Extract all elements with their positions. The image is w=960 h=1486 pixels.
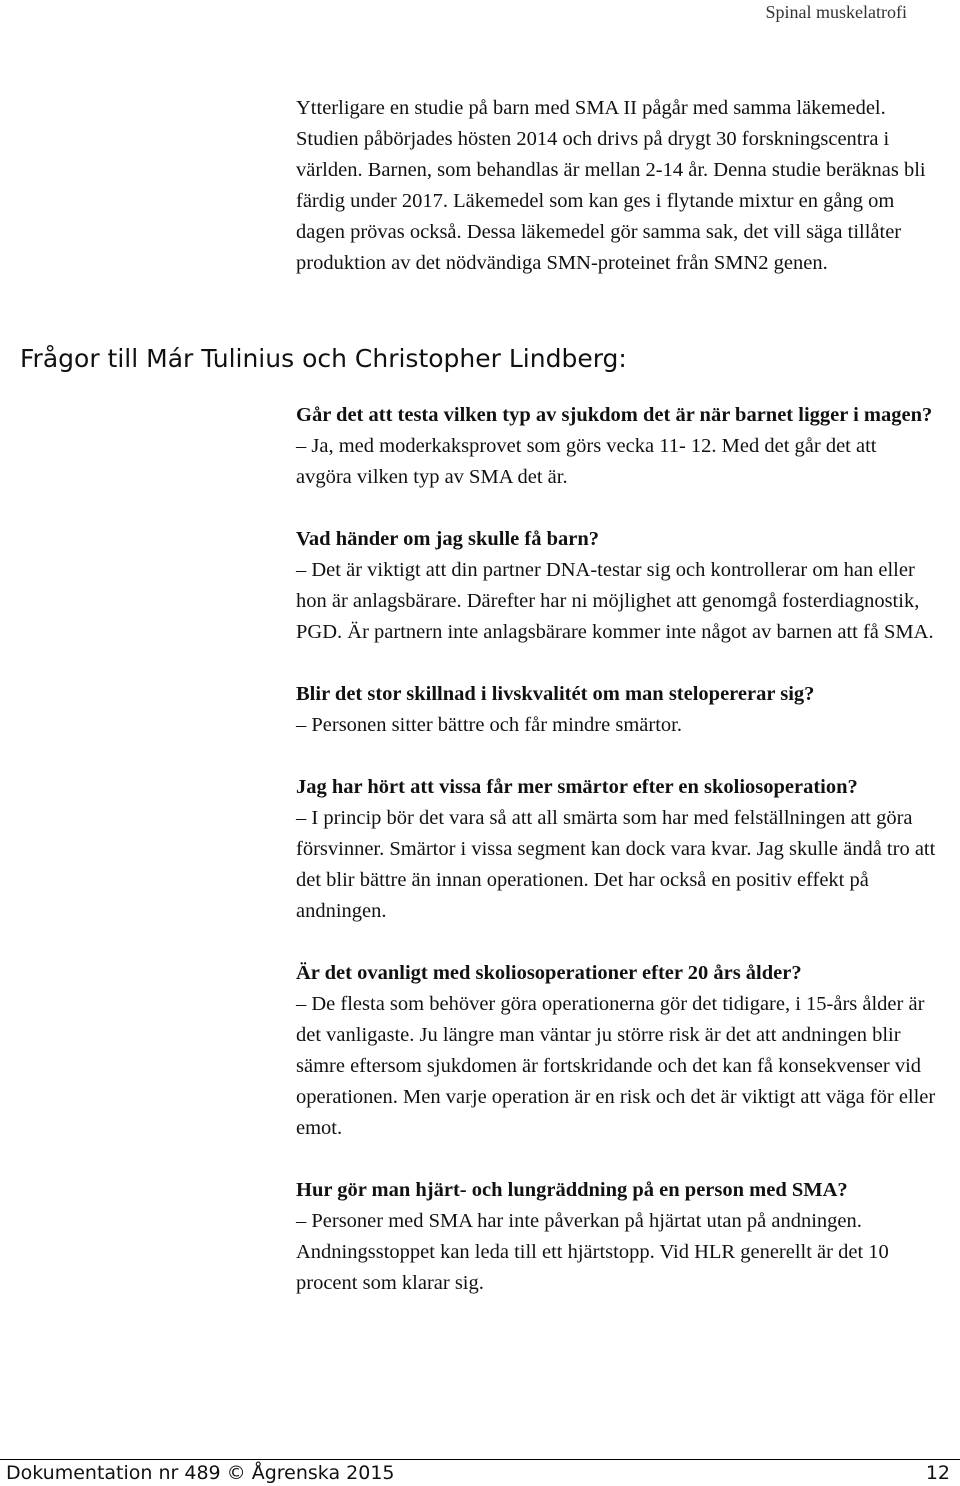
intro-paragraph: Ytterligare en studie på barn med SMA II pågår med samma läkemedel. Studien påbörjades hösten 2014 och drivs på drygt 30 forskningscentra i världen. Barnen, som behandlas är mellan 2-14 år. Denna studie beräknas bli färdig under 2017. Läkemedel som kan ges i flytande mixtur en gång om dagen prövas också. Dessa läkemedel gör samma sak, det vill säga tillåter produktion av det nödvändiga SMN-proteinet från SMN2 genen. xyxy=(296,97,926,274)
answer: – I princip bör det vara så att all smärta som har med felställningen att göra försvinner. Smärtor i vissa segment kan dock vara kvar. Jag skulle ändå tro att det blir bättre än innan operationen. Det har också en positiv effekt på andningen. xyxy=(296,807,936,922)
running-header: Spinal muskelatrofi xyxy=(765,2,907,22)
question: Är det ovanligt med skoliosoperationer efter 20 års ålder? xyxy=(296,962,802,984)
page-number: 12 xyxy=(925,1462,950,1484)
intro-section xyxy=(296,93,936,279)
qa-item xyxy=(296,958,936,1144)
page-footer xyxy=(0,1459,960,1486)
question: Blir det stor skillnad i livskvalitét om man stelopererar sig? xyxy=(296,683,815,705)
footer-publication: Dokumentation nr 489 © Ågrenska 2015 xyxy=(6,1462,395,1484)
qa-item xyxy=(296,679,936,741)
answer: – Personer med SMA har inte påverkan på hjärtat utan på andningen. Andningsstoppet kan leda till ett hjärtstopp. Vid HLR generellt är det 10 procent som klarar sig. xyxy=(296,1210,889,1294)
qa-item xyxy=(296,772,936,927)
question: Går det att testa vilken typ av sjukdom det är när barnet ligger i magen? xyxy=(296,404,933,426)
question: Vad händer om jag skulle få barn? xyxy=(296,528,600,550)
qa-list xyxy=(296,400,936,1330)
answer: – Ja, med moderkaksprovet som görs vecka 11- 12. Med det går det att avgöra vilken typ av SMA det är. xyxy=(296,435,877,488)
question: Hur gör man hjärt- och lungräddning på en person med SMA? xyxy=(296,1179,848,1201)
answer: – De flesta som behöver göra operationerna gör det tidigare, i 15-års ålder är det vanligaste. Ju längre man väntar ju större risk är det att andningen blir sämre eftersom sjukdomen är fortskridande och det kan få konsekvenser vid operationen. Men varje operation är en risk och det är viktigt att väga för eller emot. xyxy=(296,993,936,1139)
answer: – Personen sitter bättre och får mindre smärtor. xyxy=(296,714,682,736)
section-heading: Frågor till Már Tulinius och Christopher Lindberg: xyxy=(20,344,627,373)
qa-item xyxy=(296,1175,936,1299)
qa-item xyxy=(296,524,936,648)
question: Jag har hört att vissa får mer smärtor efter en skoliosoperation? xyxy=(296,776,858,798)
qa-item xyxy=(296,400,936,493)
answer: – Det är viktigt att din partner DNA-testar sig och kontrollerar om han eller hon är anlagsbärare. Därefter har ni möjlighet att genomgå fosterdiagnostik, PGD. Är partnern inte anlagsbärare kommer inte något av barnen att få SMA. xyxy=(296,559,934,643)
